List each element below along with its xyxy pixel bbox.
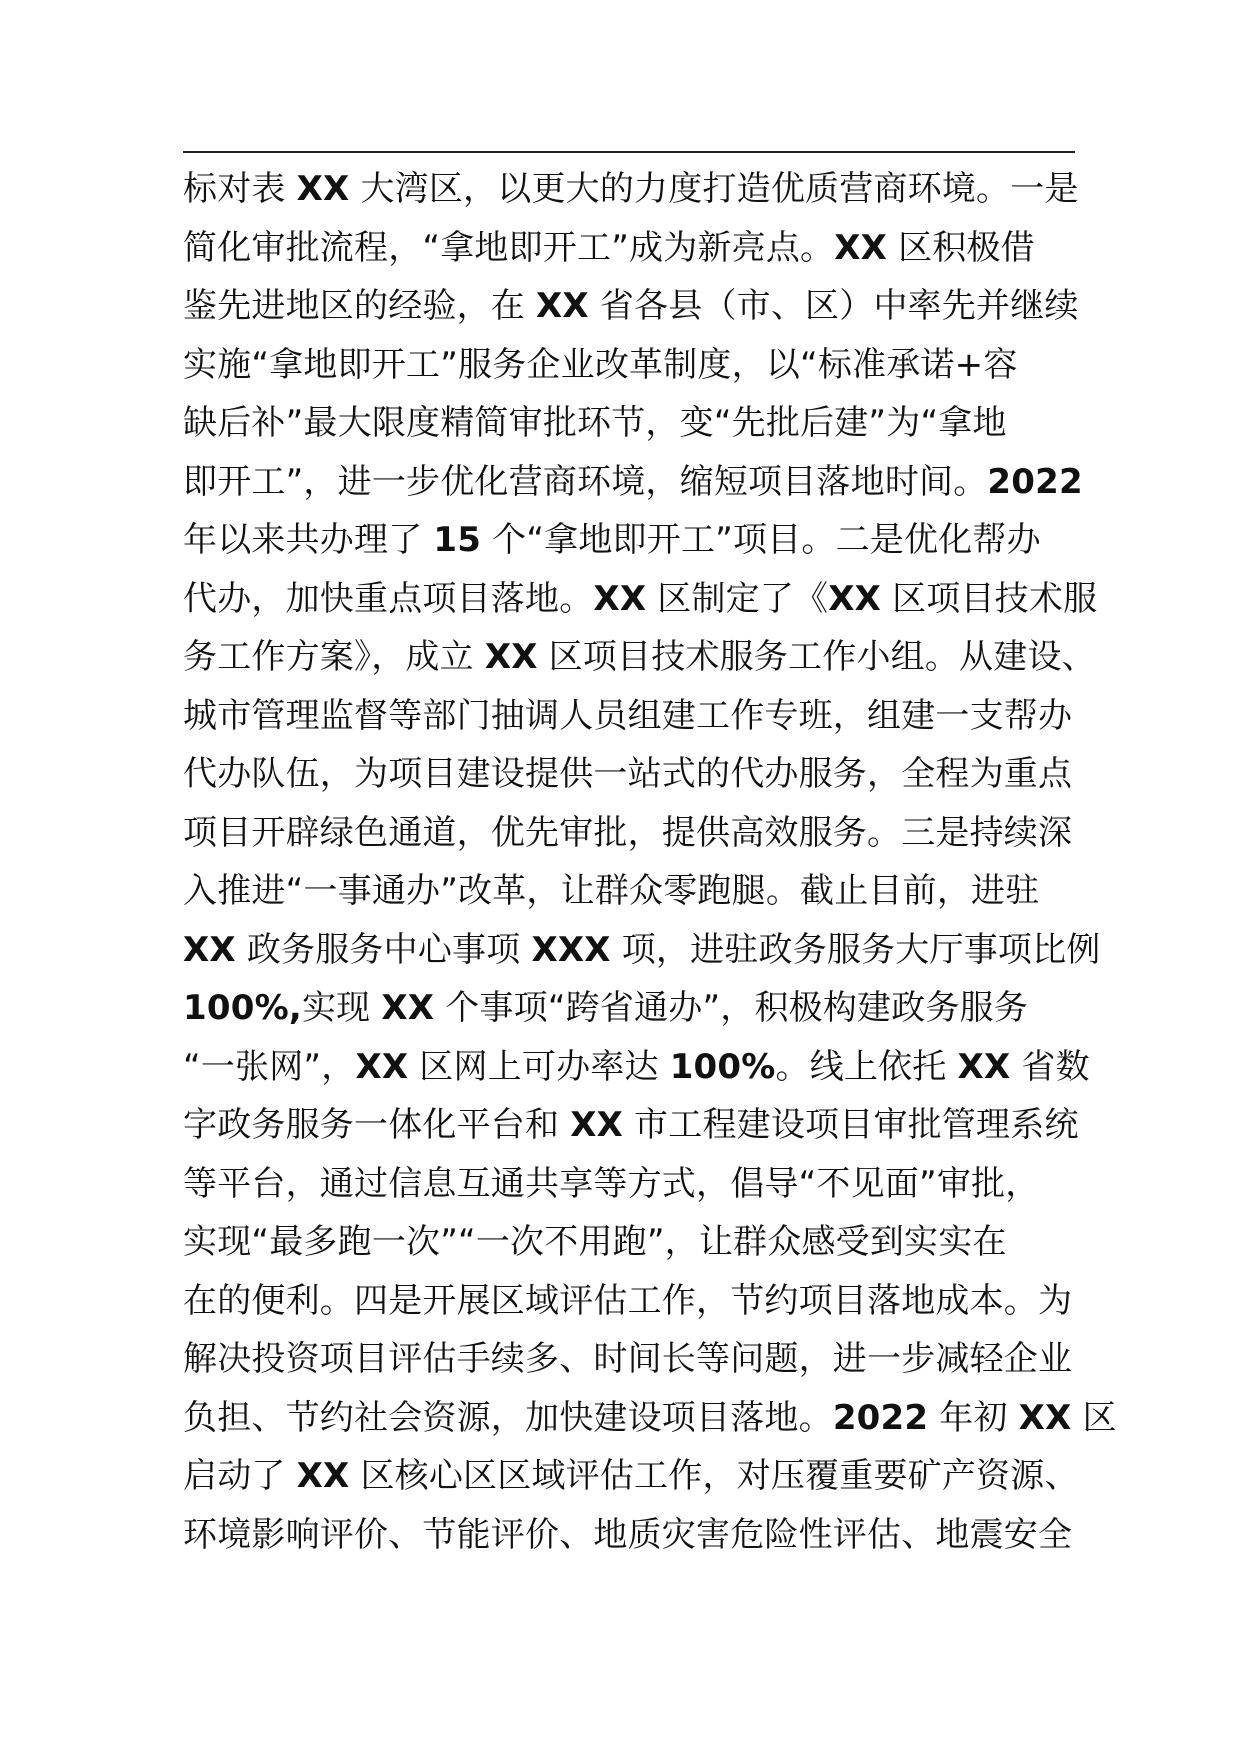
text-line: [183, 1447, 1079, 1506]
text-run: 代办，加快重点项目落地。: [183, 578, 594, 619]
text-run: 省各县（市、区）中率先并继续: [588, 286, 1079, 326]
bold-text-run: XX: [957, 1046, 1011, 1087]
text-run: 区网上可办率达: [408, 1046, 670, 1087]
body-paragraph: [183, 160, 1117, 1564]
bold-text-run: XX: [296, 1456, 350, 1496]
text-line: [183, 336, 1075, 395]
text-run: 年初: [928, 1397, 1019, 1438]
text-line: [183, 804, 1075, 863]
text-line: [183, 979, 1075, 1038]
text-run: 字政务服务一体化平台和: [183, 1105, 571, 1145]
text-run: 代办队伍，为项目建设提供一站式的代办服务，全程为重点: [183, 754, 1073, 794]
text-run: 区: [1071, 1397, 1117, 1438]
text-run: 区积极借: [887, 227, 1035, 268]
text-run: 等平台，通过信息互通共享等方式，倡导“不见面”审批，: [183, 1163, 1040, 1204]
bold-text-run: XX: [570, 1105, 624, 1145]
bold-text-run: 15: [433, 520, 482, 560]
text-run: 项目开辟绿色通道，优先审批，提供高效服务。三是持续深: [183, 812, 1073, 853]
text-line: [183, 628, 1096, 687]
text-line: [183, 1506, 1075, 1565]
text-line: [183, 1213, 1075, 1272]
text-run: 区制定了《: [646, 578, 829, 619]
text-run: 政务服务中心事项: [235, 929, 532, 970]
header-rule: [183, 151, 1075, 153]
text-run: 实施“拿地即开工”服务企业改革制度，以“标准承诺+容: [183, 344, 1018, 385]
text-run: 区项目技术服务工作小组。从建设、: [537, 637, 1096, 677]
text-line: [183, 1389, 1117, 1448]
bold-text-run: 100%: [669, 1046, 776, 1087]
text-line: [183, 160, 1079, 219]
text-run: 负担、节约社会资源，加快建设项目落地。: [183, 1397, 833, 1438]
bold-text-run: XX: [536, 286, 589, 326]
text-run: 启动了: [183, 1456, 297, 1496]
bold-text-run: XX: [828, 578, 882, 619]
text-run: 个事项“跨省通办”，积极构建政务服务: [434, 988, 1029, 1028]
text-line: [183, 277, 1079, 336]
text-run: 城市管理监督等部门抽调人员组建工作专班，组建一支帮办: [183, 695, 1073, 736]
bold-text-run: XX: [183, 929, 236, 970]
text-run: 务工作方案》，成立: [183, 637, 485, 677]
text-line: [183, 921, 1101, 980]
text-run: 入推进“一事通办”改革，让群众零跑腿。截止目前，进驻: [183, 871, 1040, 911]
bold-text-run: XXX: [531, 929, 611, 970]
text-line: [183, 862, 1075, 921]
text-run: 区项目技术服: [881, 578, 1098, 619]
text-run: 实现“最多跑一次”“一次不用跑”，让群众感受到实实在: [183, 1222, 1007, 1262]
text-run: 实现: [301, 988, 382, 1028]
text-line: [183, 511, 1075, 570]
text-run: 标对表: [183, 169, 297, 209]
text-run: 环境影响评价、节能评价、地质灾害危险性评估、地震安全: [183, 1514, 1073, 1555]
text-line: [183, 1272, 1075, 1331]
bold-text-run: 2022: [987, 461, 1083, 502]
text-run: 在的便利。四是开展区域评估工作，节约项目落地成本。为: [183, 1280, 1073, 1321]
text-line: [183, 394, 1075, 453]
text-run: 缺后补”最大限度精简审批环节，变“先批后建”为“拿地: [183, 403, 1007, 443]
text-line: [183, 1096, 1079, 1155]
text-run: 项，进驻政务服务大厅事项比例: [610, 929, 1101, 970]
text-run: 即开工”，进一步优化营商环境，缩短项目落地时间。: [183, 461, 988, 502]
text-run: 大湾区，以更大的力度打造优质营商环境。一是: [349, 169, 1079, 209]
text-line: [183, 570, 1098, 629]
text-run: 个“拿地即开工”项目。二是优化帮办: [481, 520, 1041, 560]
bold-text-run: XX: [381, 988, 435, 1028]
text-run: “一张网”，: [183, 1046, 356, 1087]
text-line: [183, 687, 1075, 746]
text-run: 。线上依托: [775, 1046, 958, 1087]
bold-text-run: XX: [834, 227, 888, 268]
text-run: 鉴先进地区的经验，在: [183, 286, 537, 326]
bold-text-run: XX: [593, 578, 647, 619]
bold-text-run: XX: [296, 169, 350, 209]
bold-text-run: XX: [355, 1046, 409, 1087]
text-line: [183, 1038, 1090, 1097]
text-line: [183, 219, 1075, 278]
bold-text-run: XX: [1018, 1397, 1072, 1438]
bold-text-run: XX: [484, 637, 538, 677]
text-line: [183, 745, 1075, 804]
text-run: 省数: [1010, 1046, 1090, 1087]
text-line: [183, 1330, 1075, 1389]
text-run: 年以来共办理了: [183, 520, 434, 560]
text-line: [183, 1155, 1075, 1214]
text-line: [183, 453, 1083, 512]
text-run: 区核心区区域评估工作，对压覆重要矿产资源、: [349, 1456, 1079, 1496]
text-run: 解决投资项目评估手续多、时间长等问题，进一步减轻企业: [183, 1339, 1073, 1379]
bold-text-run: 2022: [832, 1397, 929, 1438]
text-run: 简化审批流程，“拿地即开工”成为新亮点。: [183, 227, 835, 268]
bold-text-run: 100%,: [183, 988, 302, 1028]
text-run: 市工程建设项目审批管理系统: [623, 1105, 1079, 1145]
